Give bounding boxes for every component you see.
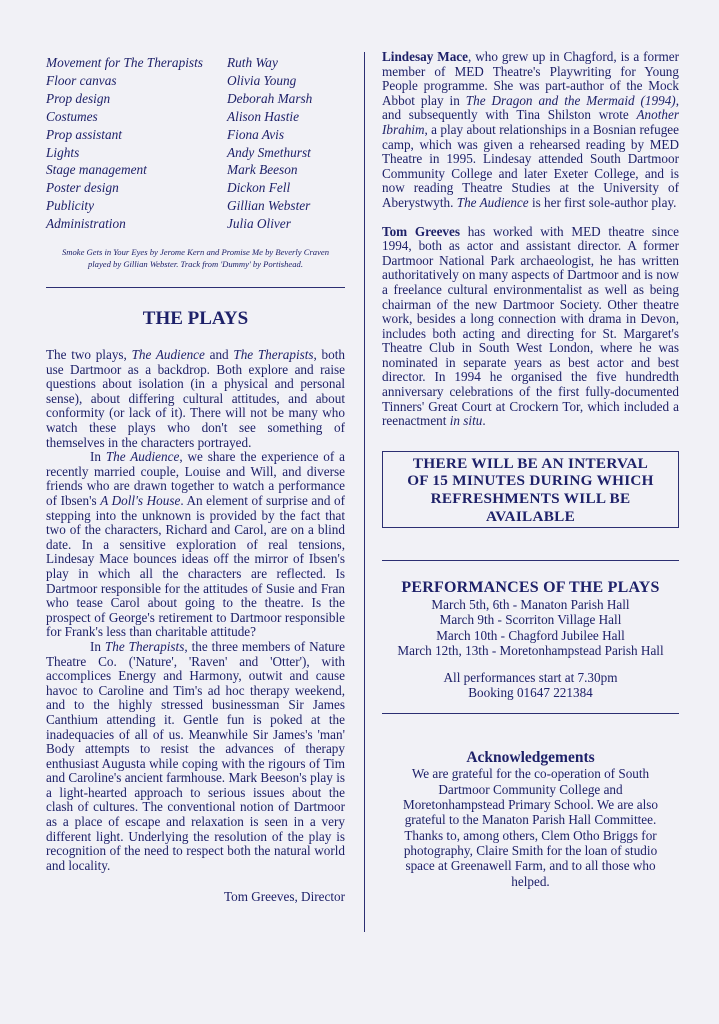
credit-role: Stage management <box>46 162 147 178</box>
left-column <box>46 54 345 904</box>
play-title-ref: The Therapists <box>104 638 185 654</box>
audience-paragraph <box>46 450 345 640</box>
text-run: , and subsequently with Tina Shilston wrote <box>382 92 679 123</box>
bio-name: Tom Greeves <box>382 223 461 239</box>
music-credits-note: Smoke Gets in Your Eyes by Jerome Kern and Promise Me by Beverly Craven played by Gillian Webster. Track from 'Dummy' by Portishead. <box>61 247 330 269</box>
credit-name: Gillian Webster <box>227 198 311 214</box>
section-divider <box>382 713 679 714</box>
credit-name: Julia Oliver <box>227 216 291 232</box>
text-run: In <box>90 449 106 465</box>
italic-phrase: in situ <box>449 413 483 429</box>
text-run: is her first sole-author play. <box>528 194 677 210</box>
performance-date: March 5th, 6th - Manaton Parish Hall <box>431 597 630 613</box>
interval-line: THERE WILL BE AN INTERVAL <box>412 454 649 472</box>
credit-row <box>46 90 345 108</box>
bio-tom-greeves <box>382 225 679 429</box>
credit-role: Administration <box>46 216 126 232</box>
credit-name: Olivia Young <box>227 72 297 88</box>
text-run: , the three members of Nature Theatre Co. ('Nature', 'Raven' and 'Otter'), with accomplices Energy and Harmony, outwit and cause havoc to Caroline and Tim's ad hoc therapy weekend, and to the highly stressed businessman Sir James Canthium attending it. Gentle fun is poked at the inadequacies of all of us. Meanwhile Sir James's 'man' Body attempts to resist the advances of therapy enthusiast Augusta while coping with the rigours of Tim and Caroline's ancient farmhouse. Mark Beeson's play is a light-hearted approach to serious issues about the clash of cultures. The conventional notion of Dartmoor as a place of escape and relaxation is seen in a very different light. Underlying the resolution of the play is recognition of the need to respect both the natural world and locality. <box>46 638 345 873</box>
play-title-ref: The Dragon and the Mermaid (1994) <box>465 92 676 108</box>
credit-role: Publicity <box>46 198 94 214</box>
interval-line: REFRESHMENTS WILL BE <box>430 490 631 508</box>
text-run: has worked with MED theatre since 1994, both as actor and assistant director. A former Dartmoor National Park archaeologist, he has written authoritatively on many aspects of Dartmoor and is now a freelance cultural environmentalist as well as being chairman of the new Dartmoor Society. Other theatre work, besides a long connection with drama in Devon, includes both acting and directing for St. Margaret's Theatre Club in South West London, where he was nominated in separate years as best actor and best director. In 1994 he organised the five hundredth anniversary celebrations of the first fully-documented Tinners' Great Court at Crockern Tor, which included a reenactment <box>382 223 679 429</box>
performance-date: March 12th, 13th - Moretonhampstead Parish Hall <box>397 642 664 658</box>
credit-row <box>46 108 345 126</box>
credit-role: Prop assistant <box>46 126 122 142</box>
credit-role: Prop design <box>46 90 111 106</box>
acknowledgements-text <box>382 766 679 888</box>
text-run: , we share the experience of a recently married couple, Louise and Will, and diverse friends who are drawn together to watch a performance of Ibsen's <box>46 449 345 508</box>
credit-row <box>46 179 345 197</box>
text-run: , who grew up in Chagford, is a former member of MED Theatre's Playwriting for Young People programme. She was part-author of the Mock Abbot play in <box>382 49 679 108</box>
section-divider <box>382 560 679 561</box>
credit-role: Floor canvas <box>46 72 117 88</box>
director-signature: Tom Greeves, Director <box>223 889 345 905</box>
ack-line: grateful to the Manaton Parish Hall Committee. <box>404 812 657 828</box>
play-title-ref: Another Ibrahim <box>382 107 679 137</box>
credit-role: Poster design <box>46 180 119 196</box>
text-run: . An element of surprise and of stepping into the unknown is provided by the fact that two of the characters, Richard and Carol, are on a blind date. In a sensitive exploration of real tensions, Lindesay Mace bounces ideas off the mirror of Ibsen's play in which all the characters are reflected. Is Dartmoor responsible for the attitudes of Susie and Fran who tease Carol about going to the theatre. Is the prospect of George's retirement to Dartmoor responsible for Frank's less than charitable attitude? <box>46 493 345 640</box>
performance-info <box>382 670 679 700</box>
therapists-paragraph <box>46 640 345 874</box>
right-column <box>382 50 679 889</box>
play-title-ref: The Audience <box>456 194 529 210</box>
credit-row <box>46 126 345 144</box>
text-run: and <box>204 347 234 363</box>
play-title-ref: A Doll's House <box>100 493 181 508</box>
plays-intro-paragraph <box>46 348 345 450</box>
plays-heading: THE PLAYS <box>142 308 249 330</box>
credit-role: Movement for The Therapists <box>46 55 203 70</box>
credit-role: Lights <box>46 144 80 160</box>
interval-line: AVAILABLE <box>485 507 576 525</box>
credit-row <box>46 197 345 215</box>
text-run: . <box>482 413 486 429</box>
play-title-ref: The Therapists <box>233 347 314 363</box>
column-divider <box>364 52 365 932</box>
performance-date: March 9th - Scorriton Village Hall <box>439 612 622 628</box>
credit-name: Mark Beeson <box>227 162 298 178</box>
text-run: , both use Dartmoor as a backdrop. Both explore and raise questions about isolation (in a physical and personal sense), about differing cultural attitudes, and about conformity (or lack of it). There will not be many who watch these plays who don't see something of themselves in the characters portrayed. <box>46 347 345 450</box>
credit-name: Ruth Way <box>227 55 278 70</box>
credit-name: Dickon Fell <box>227 180 291 196</box>
credit-row <box>46 72 345 90</box>
acknowledgements-heading: Acknowledgements <box>466 749 595 767</box>
performances-heading: PERFORMANCES OF THE PLAYS <box>401 579 660 597</box>
play-title-ref: The Audience <box>131 347 205 363</box>
credit-row <box>46 144 345 162</box>
bio-name: Lindesay Mace <box>382 49 468 64</box>
ack-line: helped. <box>511 873 550 889</box>
ack-line: photography, Claire Smith for the loan of studio <box>403 842 658 858</box>
bio-lindesay-mace <box>382 50 679 211</box>
section-divider <box>46 287 345 288</box>
credit-name: Fiona Avis <box>227 126 285 142</box>
credit-role: Costumes <box>46 108 98 124</box>
ack-line: Dartmoor Community College and <box>438 781 623 797</box>
credit-row <box>46 161 345 179</box>
ack-line: We are grateful for the co-operation of South <box>411 766 650 782</box>
interval-line: OF 15 MINUTES DURING WHICH <box>407 472 654 490</box>
text-run: , a play about relationships in a Bosnian refugee camp, which was given a rehearsed reading by MED Theatre in 1995. Lindesay attended South Dartmoor Community College and later Exeter College, and is now reading Theatre Studies at the University of Aberystwyth. <box>382 121 679 210</box>
text-run: The two plays, <box>46 347 132 363</box>
credit-name: Deborah Marsh <box>227 90 313 106</box>
play-title-ref: The Audience <box>105 449 180 465</box>
performance-dates <box>382 597 679 658</box>
ack-line: Thanks to, among others, Clem Otho Briggs for <box>404 827 657 843</box>
ack-line: Moretonhampstead Primary School. We are also <box>402 797 659 813</box>
start-time: All performances start at 7.30pm <box>443 670 618 686</box>
credit-row <box>46 215 345 233</box>
text-run: In <box>90 638 105 654</box>
credit-name: Alison Hastie <box>227 108 300 124</box>
booking-number: Booking 01647 221384 <box>468 685 593 701</box>
performance-date: March 10th - Chagford Jubilee Hall <box>436 627 625 643</box>
credit-row <box>46 54 345 72</box>
credit-name: Andy Smethurst <box>227 144 311 160</box>
interval-notice <box>382 451 679 528</box>
production-credits <box>46 54 345 233</box>
ack-line: space at Greenawell Farm, and to all those who <box>405 858 656 874</box>
